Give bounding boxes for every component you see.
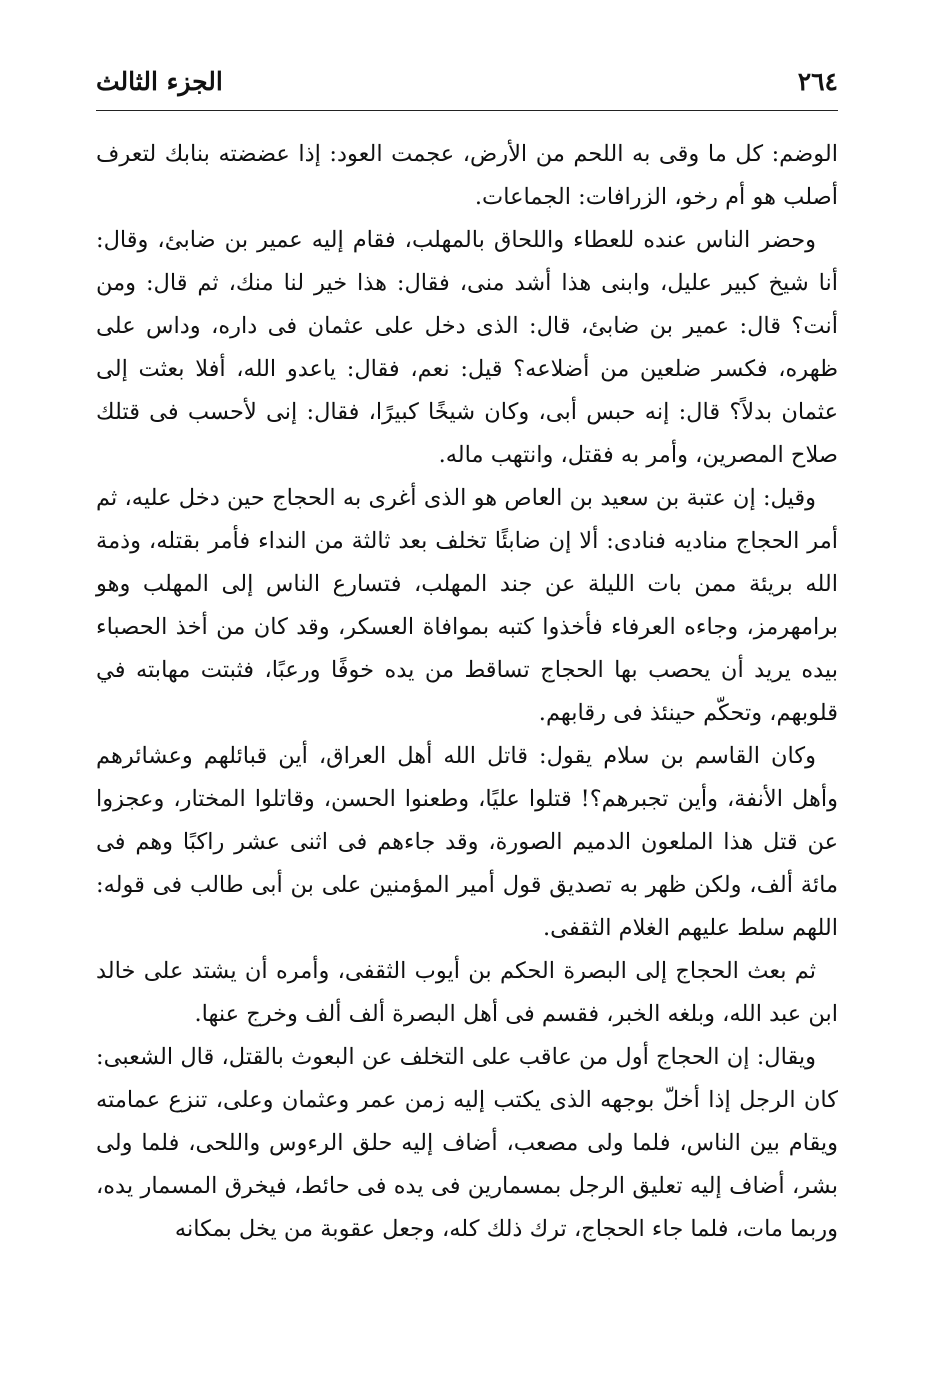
paragraph-glossary: الوضم: كل ما وقى به اللحم من الأرض، عجمت العود: إذا عضضته بنابك لتعرف أصلب هو أم رخو، الزرافات: الجماعات. <box>96 141 838 210</box>
book-page <box>96 62 838 1251</box>
paragraph-hakam: ثم بعث الحجاج إلى البصرة الحكم بن أيوب الثقفى، وأمره أن يشتد على خالد ابن عبد الله، وبلغه الخبر، فقسم فى أهل البصرة ألف ألف وخرج عنها. <box>96 958 838 1027</box>
page-number: ٢٦٤ <box>797 67 838 96</box>
paragraph-umayr: وحضر الناس عنده للعطاء واللحاق بالمهلب، فقام إليه عمير بن ضابئ، وقال: أنا شيخ كبير عليل، وابنى هذا أشد منى، فقال: هذا خير لنا منك، ثم قال: ومن أنت؟ قال: عمير بن ضابئ، قال: الذى دخل على عثمان فى داره، وداس على ظهره، فكسر ضلعين من أضلاعه؟ قيل: نعم، فقال: ياعدو الله، أفلا بعثت إلى عثمان بدلاً؟ قال: إنه حبس أبى، وكان شيخًا كبيرًا، فقال: إنى لأحسب فى قتلك صلاح المصرين، وأمر به فقتل، وانتهب ماله. <box>96 227 838 468</box>
body-text <box>96 133 838 1251</box>
paragraph-qasim: وكان القاسم بن سلام يقول: قاتل الله أهل العراق، أين قبائلهم وعشائرهم وأهل الأنفة، وأين تجبرهم؟! قتلوا عليًا، وطعنوا الحسن، وقاتلوا المختار، وعجزوا عن قتل هذا الملعون الدميم الصورة، وقد جاءهم فى اثنى عشر راكبًا وهم فى مائة ألف، ولكن ظهر به تصديق قول أمير المؤمنين على بن أبى طالب فى قوله: اللهم سلط عليهم الغلام الثقفى. <box>96 743 838 941</box>
running-title: الجزء الثالث <box>96 67 223 96</box>
paragraph-punishment: ويقال: إن الحجاج أول من عاقب على التخلف عن البعوث بالقتل، قال الشعبى: كان الرجل إذا أخلّ بوجهه الذى يكتب إليه زمن عمر وعثمان وعلى، تنزع عمامته ويقام بين الناس، فلما ولى مصعب، أضاف إليه حلق الرءوس واللحى، فلما ولى بشر، أضاف إليه تعليق الرجل بمسمارين فى يده فى حائط، فيخرق المسمار يده، وربما مات، فلما جاء الحجاج، ترك ذلك كله، وجعل عقوبة من يخل بمكانه <box>96 1044 838 1242</box>
running-header <box>96 62 838 111</box>
paragraph-utba: وقيل: إن عتبة بن سعيد بن العاص هو الذى أغرى به الحجاج حين دخل عليه، ثم أمر الحجاج مناديه فنادى: ألا إن ضابئًا تخلف بعد ثالثة من النداء فأمر بقتله، وذمة الله بريئة ممن بات الليلة عن جند المهلب، فتسارع الناس إلى المهلب وهو برامهرمز، وجاءه العرفاء فأخذوا كتبه بموافاة العسكر، وقد كان من أخذ الحصباء بيده يريد أن يحصب بها الحجاج تساقط من يده خوفًا ورعبًا، فثبتت مهابته في قلوبهم، وتحكّم حينئذ فى رقابهم. <box>96 485 838 726</box>
